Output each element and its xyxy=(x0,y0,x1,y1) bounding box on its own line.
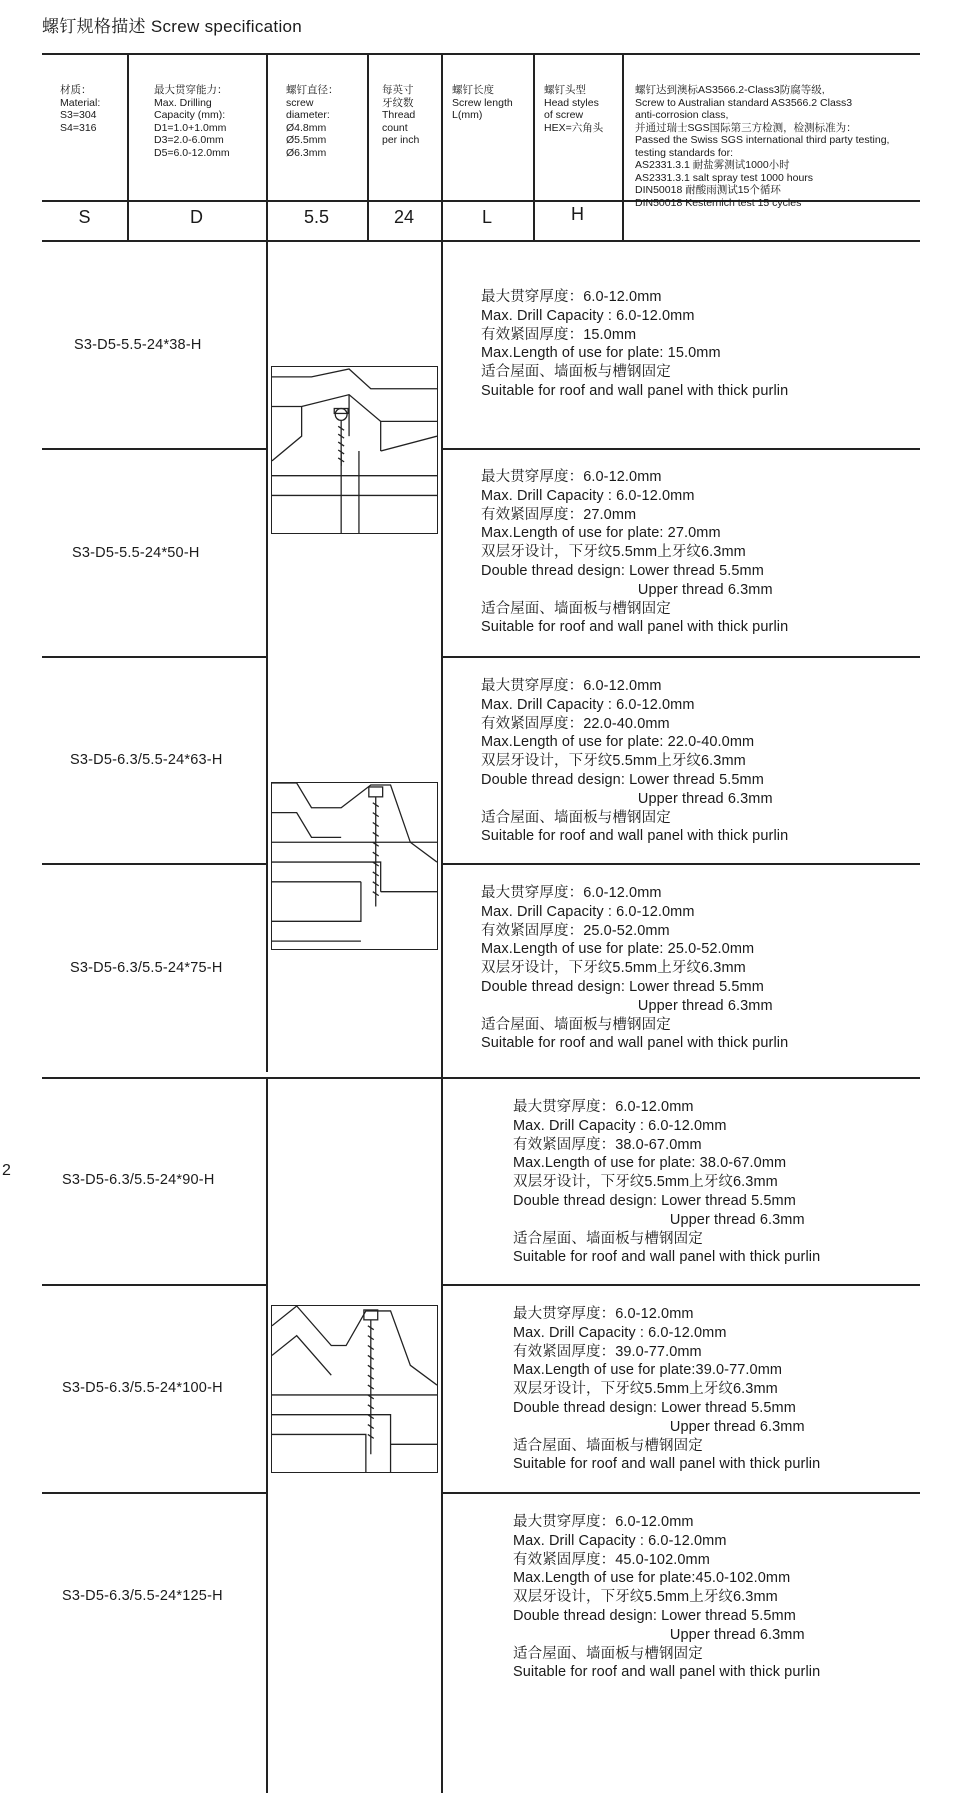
screw-installation-diagram-medium xyxy=(271,782,438,950)
body-col-divider-left xyxy=(266,240,268,1072)
row-divider xyxy=(441,1284,920,1286)
page-number: 2 xyxy=(2,1162,11,1179)
code-head: H xyxy=(571,204,584,224)
product-description: 最大贯穿厚度：6.0-12.0mm Max. Drill Capacity : 6.0-12.0mm 有效紧固厚度：15.0mm Max.Length of use for plate: 15.0mm 适合屋面、墙面板与槽钢固定 Suitable for roof and wall panel with thick purlin xyxy=(481,289,789,399)
row-divider xyxy=(441,863,920,865)
code-diameter: 5.5 xyxy=(303,207,330,227)
product-description: 最大贯穿厚度：6.0-12.0mm Max. Drill Capacity : 6.0-12.0mm 有效紧固厚度：38.0-67.0mm Max.Length of use for plate: 38.0-67.0mm 双层牙设计，下牙纹5.5mm上牙纹6.3mm Double thread design: Lower thread 5.5mm Upper thread 6.3mm 适合屋面、墙面板与槽钢固定 Suitable for roof and wall panel with thick purlin xyxy=(513,1099,821,1266)
code-length: L xyxy=(481,207,492,227)
row-divider xyxy=(441,1492,920,1494)
product-model: S3-D5-6.3/5.5-24*75-H xyxy=(70,960,223,976)
row-divider xyxy=(42,1492,266,1494)
code-material: S xyxy=(78,207,91,227)
header-head-style: 螺钉头型 Head styles of screw HEX=六角头 xyxy=(544,84,604,134)
row-divider xyxy=(441,448,920,450)
header-screw-length: 螺钉长度 Screw length L(mm) xyxy=(452,84,513,121)
code-thread: 24 xyxy=(393,207,415,227)
product-model: S3-D5-6.3/5.5-24*125-H xyxy=(62,1588,223,1604)
header-standards: 螺钉达到澳标AS3566.2-Class3防腐等级, Screw to Australian standard AS3566.2 Class3 anti-corrosion class, 并通过瑞士SGS国际第三方检测，检测标准为： Passed the Swiss SGS international third party testing, testing standards for: AS2331.3.1 耐盐雾测试1000小时 AS2331.3.1 salt spray test 1000 hours DIN50018 耐酸雨测试15个循环 DIN50018 Kesternich test 15 cycles xyxy=(635,84,890,209)
header-drilling-capacity: 最大贯穿能力： Max. Drilling Capacity (mm): D1=1.0+1.0mm D3=2.0-6.0mm D5=6.0-12.0mm xyxy=(154,84,230,159)
body-col-divider-left xyxy=(266,1078,268,1793)
product-model: S3-D5-6.3/5.5-24*100-H xyxy=(62,1380,223,1396)
row-divider xyxy=(42,863,266,865)
row-divider xyxy=(42,448,266,450)
body-col-divider-right xyxy=(441,240,443,1793)
product-description: 最大贯穿厚度：6.0-12.0mm Max. Drill Capacity : 6.0-12.0mm 有效紧固厚度：27.0mm Max.Length of use for plate: 27.0mm 双层牙设计，下牙纹5.5mm上牙纹6.3mm Double thread design: Lower thread 5.5mm Upper thread 6.3mm 适合屋面、墙面板与槽钢固定 Suitable for roof and wall panel with thick purlin xyxy=(481,469,789,636)
product-description: 最大贯穿厚度：6.0-12.0mm Max. Drill Capacity : 6.0-12.0mm 有效紧固厚度：22.0-40.0mm Max.Length of use for plate: 22.0-40.0mm 双层牙设计，下牙纹5.5mm上牙纹6.3mm Double thread design: Lower thread 5.5mm Upper thread 6.3mm 适合屋面、墙面板与槽钢固定 Suitable for roof and wall panel with thick purlin xyxy=(481,678,789,845)
header-material: 材质： Material: S3=304 S4=316 xyxy=(60,84,101,134)
page-title: 螺钉规格描述 Screw specification xyxy=(42,17,303,36)
row-divider xyxy=(441,656,920,658)
header-bottom-rule xyxy=(42,240,920,242)
product-model: S3-D5-6.3/5.5-24*63-H xyxy=(70,752,223,768)
product-description: 最大贯穿厚度：6.0-12.0mm Max. Drill Capacity : 6.0-12.0mm 有效紧固厚度：45.0-102.0mm Max.Length of use for plate:45.0-102.0mm 双层牙设计，下牙纹5.5mm上牙纹6.3mm Double thread design: Lower thread 5.5mm Upper thread 6.3mm 适合屋面、墙面板与槽钢固定 Suitable for roof and wall panel with thick purlin xyxy=(513,1514,821,1681)
code-drilling: D xyxy=(190,207,203,227)
row-divider xyxy=(42,1077,920,1079)
header-col-divider xyxy=(622,53,624,241)
screw-installation-diagram-long xyxy=(271,1305,438,1473)
product-model: S3-D5-5.5-24*38-H xyxy=(74,337,202,353)
product-model: S3-D5-5.5-24*50-H xyxy=(72,545,200,561)
product-description: 最大贯穿厚度：6.0-12.0mm Max. Drill Capacity : 6.0-12.0mm 有效紧固厚度：25.0-52.0mm Max.Length of use for plate: 25.0-52.0mm 双层牙设计，下牙纹5.5mm上牙纹6.3mm Double thread design: Lower thread 5.5mm Upper thread 6.3mm 适合屋面、墙面板与槽钢固定 Suitable for roof and wall panel with thick purlin xyxy=(481,885,789,1052)
product-model: S3-D5-6.3/5.5-24*90-H xyxy=(62,1172,215,1188)
product-description: 最大贯穿厚度：6.0-12.0mm Max. Drill Capacity : 6.0-12.0mm 有效紧固厚度：39.0-77.0mm Max.Length of use for plate:39.0-77.0mm 双层牙设计，下牙纹5.5mm上牙纹6.3mm Double thread design: Lower thread 5.5mm Upper thread 6.3mm 适合屋面、墙面板与槽钢固定 Suitable for roof and wall panel with thick purlin xyxy=(513,1306,821,1473)
header-thread-count: 每英寸 牙纹数 Thread count per inch xyxy=(382,84,420,146)
header-top-rule xyxy=(42,53,920,55)
row-divider xyxy=(42,1284,266,1286)
header-diameter: 螺钉直径： screw diameter: Ø4.8mm Ø5.5mm Ø6.3mm xyxy=(286,84,339,159)
screw-installation-diagram-short xyxy=(271,366,438,534)
row-divider xyxy=(42,656,266,658)
